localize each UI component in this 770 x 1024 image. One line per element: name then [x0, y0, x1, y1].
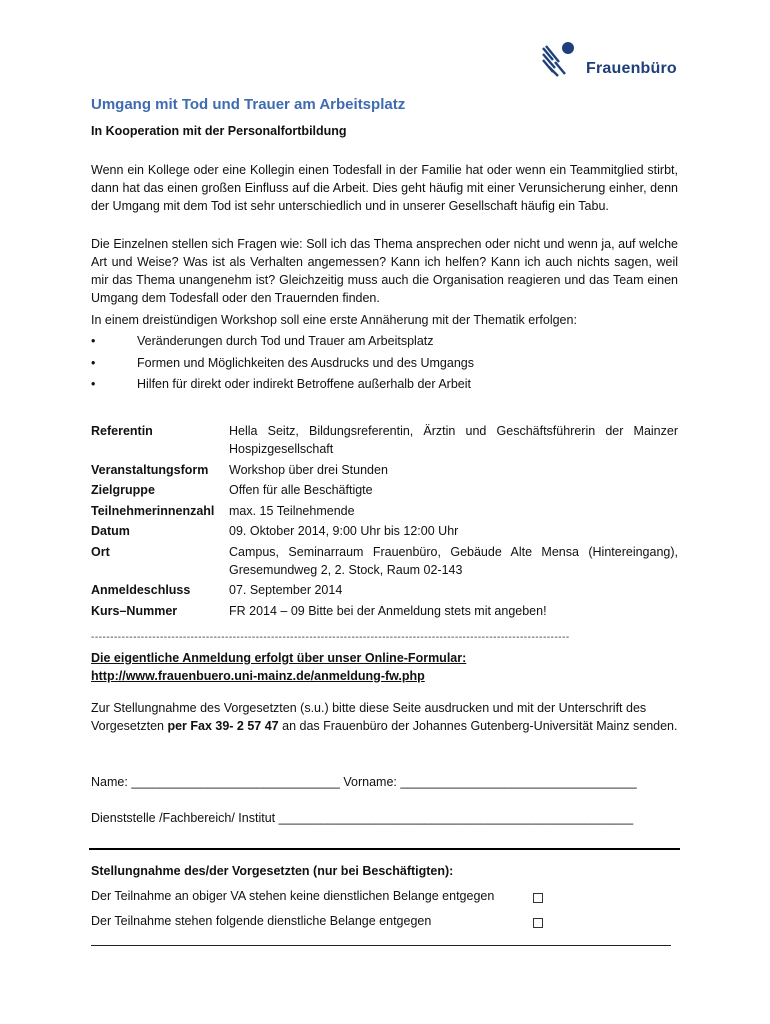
detail-value: FR 2014 – 09 Bitte bei der Anmeldung stets mit angeben!	[229, 603, 547, 618]
detail-value: 07. September 2014	[229, 583, 343, 597]
workshop-intro: In einem dreistündigen Workshop soll eine erste Annäherung mit der Thematik erfolgen:	[91, 313, 577, 327]
frauenbuero-logo	[541, 40, 681, 80]
detail-row	[91, 522, 678, 540]
section-divider	[89, 848, 680, 850]
list-item	[91, 353, 678, 375]
list-item	[91, 331, 678, 353]
dienststelle-label: Dienststelle /Fachbereich/ Institut	[91, 811, 276, 825]
detail-label: Veranstaltungsform	[91, 462, 209, 477]
option-objection-checkbox[interactable]	[533, 918, 543, 928]
dienststelle-row	[91, 811, 678, 825]
vorname-field[interactable]: __________________________________	[400, 775, 637, 789]
detail-value: 09. Oktober 2014, 9:00 Uhr bis 12:00 Uhr	[229, 524, 459, 538]
page-subtitle: In Kooperation mit der Personalfortbildung	[91, 124, 347, 138]
name-label: Name:	[91, 775, 128, 789]
page-title: Umgang mit Tod und Trauer am Arbeitsplatz	[91, 96, 406, 113]
vorname-label: Vorname:	[343, 775, 397, 789]
list-item	[91, 374, 678, 396]
questions-paragraph: Die Einzelnen stellen sich Fragen wie: Soll ich das Thema ansprechen oder nicht und wenn ja, auf welche Art und Weise? Was ist als Verhalten angemessen? Kann ich helfen? Kann ich auch nichts sagen, weil mir das Thema unangenehm ist? Gleichzeitig muss auch die Organisation reagieren und das Team einen Umgang dem Todesfall oder den Trauernden finden.	[91, 237, 678, 305]
fax-note	[91, 699, 678, 735]
list-item-text: Veränderungen durch Tod und Trauer am Arbeitsplatz	[137, 334, 434, 348]
detail-label: Datum	[91, 524, 130, 538]
detail-value: Workshop über drei Stunden	[229, 462, 388, 477]
fax-note-text: an das Frauenbüro der Johannes Gutenberg-Universität Mainz senden.	[278, 719, 678, 733]
detail-label: Referentin	[91, 424, 153, 438]
option-no-objection-checkbox[interactable]	[533, 893, 543, 903]
topic-list	[91, 331, 678, 396]
option-objection-label: Der Teilnahme stehen folgende dienstliche Belange entgegen	[91, 914, 432, 928]
event-details	[91, 422, 678, 622]
fax-note-text: Zur Stellungnahme des Vorgesetzten (s.u.) bitte diese Seite ausdrucken und mit der Unterschrift des Vorgesetzten	[91, 701, 647, 733]
objection-reason-line[interactable]	[91, 945, 671, 946]
detail-row	[91, 602, 678, 620]
registration-heading: Die eigentliche Anmeldung erfolgt über unser Online-Formular:	[91, 651, 467, 665]
bullet-icon: •	[91, 355, 96, 370]
detail-row	[91, 422, 678, 458]
statement-heading: Stellungnahme des/der Vorgesetzten (nur bei Beschäftigten):	[91, 864, 454, 878]
fax-number: per Fax 39- 2 57 47	[167, 719, 279, 733]
name-field[interactable]: ______________________________	[131, 775, 340, 789]
frauenbuero-logo-icon	[541, 40, 585, 80]
name-row	[91, 775, 678, 789]
list-item-text: Hilfen für direkt oder indirekt Betroffene außerhalb der Arbeit	[137, 377, 471, 391]
registration-url-link[interactable]: http://www.frauenbuero.uni-mainz.de/anmeldung-fw.php	[91, 669, 425, 683]
detail-label: Anmeldeschluss	[91, 583, 191, 597]
detail-row	[91, 581, 678, 599]
detail-label: Teilnehmerinnenzahl	[91, 503, 215, 518]
detail-row	[91, 543, 678, 579]
cut-separator: -----------------------------------------------------------------------------------------------------------------------------	[91, 632, 570, 643]
option-no-objection-label: Der Teilnahme an obiger VA stehen keine dienstlichen Belange entgegen	[91, 889, 495, 903]
bullet-icon: •	[91, 377, 96, 391]
detail-row	[91, 502, 678, 520]
detail-label: Zielgruppe	[91, 483, 155, 497]
list-item-text: Formen und Möglichkeiten des Ausdrucks und des Umgangs	[137, 355, 474, 370]
detail-value: Campus, Seminarraum Frauenbüro, Gebäude Alte Mensa (Hintereingang), Gresemundweg 2, 2. Stock, Raum 02-143	[229, 544, 678, 577]
detail-value: Hella Seitz, Bildungsreferentin, Ärztin und Geschäftsführerin der Mainzer Hospizgesellschaft	[229, 424, 678, 456]
detail-row	[91, 461, 678, 479]
detail-row	[91, 481, 678, 499]
intro-paragraph: Wenn ein Kollege oder eine Kollegin einen Todesfall in der Familie hat oder wenn ein Teammitglied stirbt, dann hat das einen großen Einfluss auf die Arbeit. Dies geht häufig mit einer Verunsicherung einher, denn der Umgang mit dem Tod ist sehr unterschiedlich und in unserer Gesellschaft häufig ein Tabu.	[91, 163, 678, 213]
detail-label: Kurs–Nummer	[91, 603, 178, 618]
dienststelle-field[interactable]: ___________________________________________________	[278, 811, 634, 825]
bullet-icon: •	[91, 334, 96, 348]
detail-value: Offen für alle Beschäftigte	[229, 483, 373, 497]
detail-value: max. 15 Teilnehmende	[229, 503, 355, 518]
logo-wordmark: Frauenbüro	[586, 60, 677, 77]
detail-label: Ort	[91, 544, 110, 559]
